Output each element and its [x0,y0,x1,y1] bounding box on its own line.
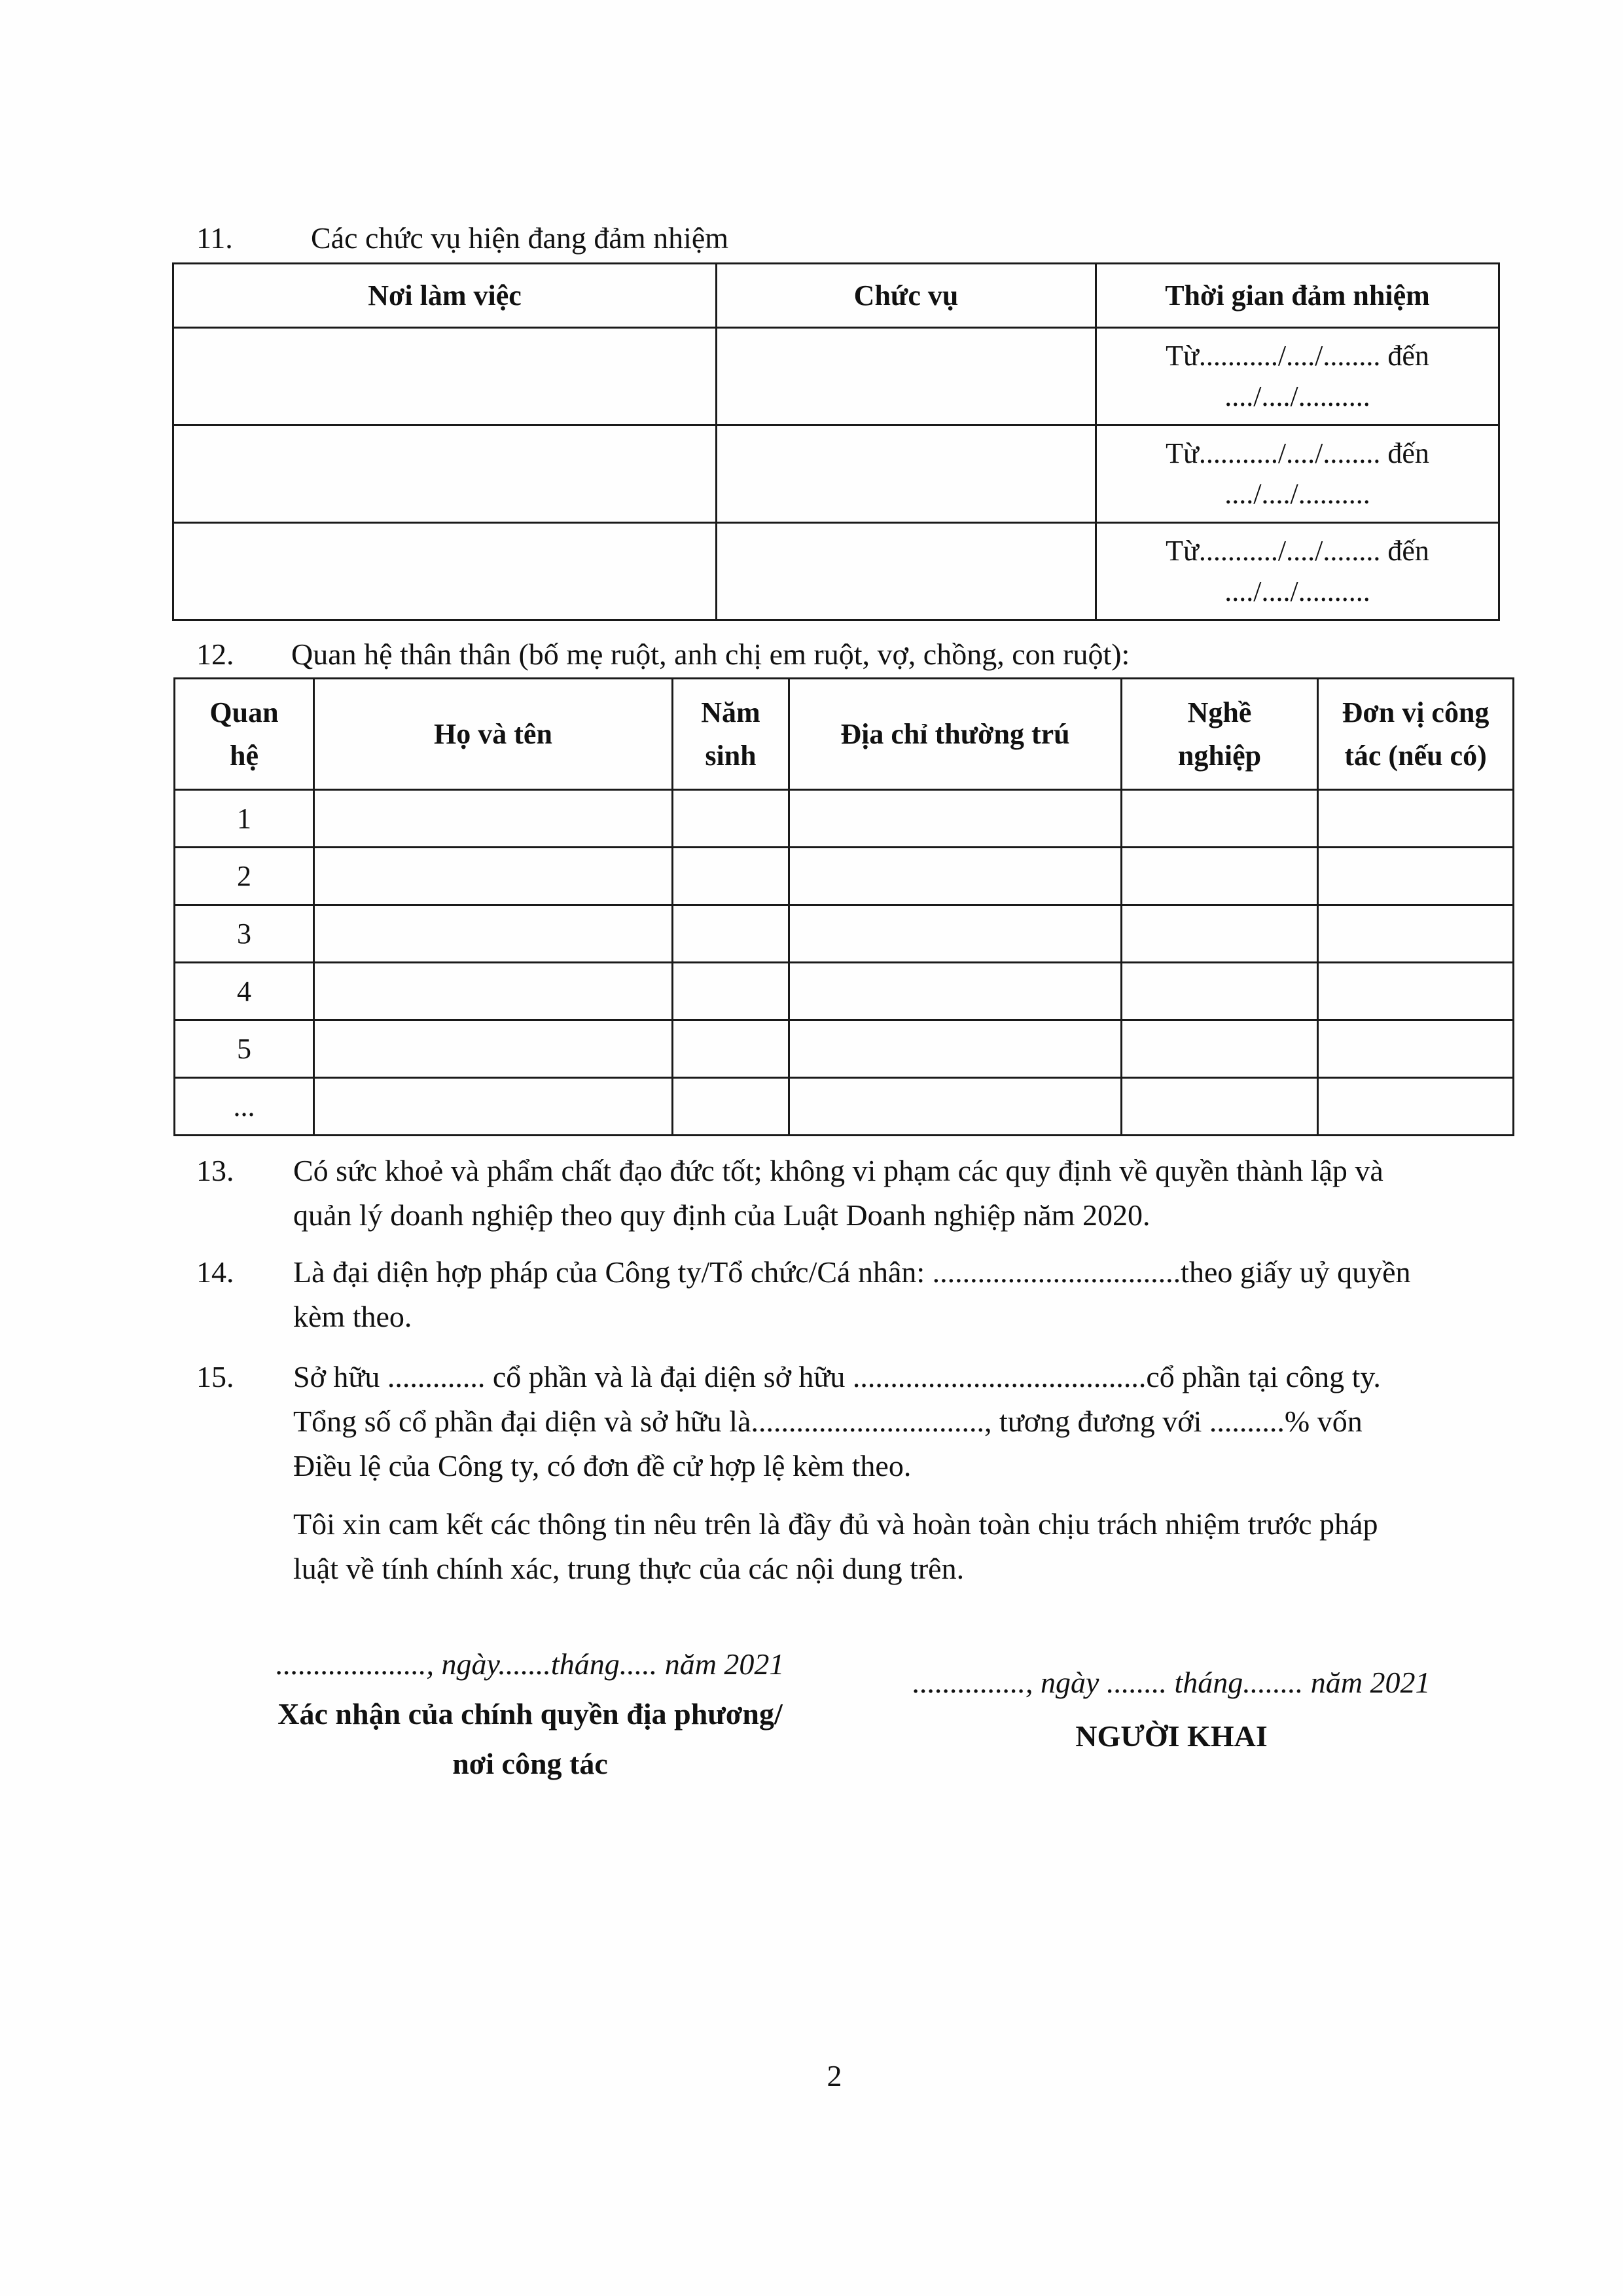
col-header-full-name: Họ và tên [314,679,673,790]
table-row [175,790,1514,848]
unit-cell[interactable] [1318,905,1514,963]
col-header-address: Địa chỉ thường trú [789,679,1122,790]
col-header-term: Thời gian đảm nhiệm [1096,264,1499,328]
address-cell[interactable] [789,1020,1122,1078]
row-index: 3 [175,905,314,963]
year-cell[interactable] [673,963,789,1020]
confirmation-title: Xác nhận của chính quyền địa phương/ [277,1697,783,1731]
table-row [175,963,1514,1020]
address-cell[interactable] [789,1078,1122,1136]
table-row [173,425,1499,523]
signature-block-left [196,1640,864,1789]
table-row [173,523,1499,620]
table-row [175,1078,1514,1136]
unit-cell[interactable] [1318,848,1514,905]
year-cell[interactable] [673,848,789,905]
job-cell[interactable] [1122,963,1318,1020]
section-11-heading [196,219,728,258]
table-row [175,848,1514,905]
section-15-text: Sở hữu ............. cổ phần và là đại diện sở hữu .......................................cổ phần tại công ty. Tổng số cổ phần đại diện và sở hữu là..............................., tương đương với ..........% vốn Điều lệ của Công ty, có đơn đề cử hợp lệ kèm theo. [293,1360,1381,1482]
year-cell[interactable] [673,1020,789,1078]
row-index: 5 [175,1020,314,1078]
position-cell[interactable] [717,425,1096,523]
section-12-heading [196,635,1130,674]
year-cell[interactable] [673,1078,789,1136]
col-header-position: Chức vụ [717,264,1096,328]
confirmation-subtitle: nơi công tác [452,1747,608,1780]
address-cell[interactable] [789,963,1122,1020]
section-14-text: Là đại diện hợp pháp của Công ty/Tổ chức/Cá nhân: .................................theo giấy uỷ quyền kèm theo. [293,1255,1411,1333]
section-title: Các chức vụ hiện đang đảm nhiệm [311,221,729,255]
year-cell[interactable] [673,905,789,963]
col-header-occupation: Nghề nghiệp [1122,679,1318,790]
address-cell[interactable] [789,905,1122,963]
name-cell[interactable] [314,790,673,848]
relatives-table [173,677,1514,1136]
col-header-workplace: Đơn vị công tác (nếu có) [1318,679,1514,790]
unit-cell[interactable] [1318,963,1514,1020]
col-header-relation: Quan hệ [175,679,314,790]
job-cell[interactable] [1122,1020,1318,1078]
name-cell[interactable] [314,848,673,905]
signature-block-right [864,1656,1479,1763]
name-cell[interactable] [314,905,673,963]
date-line: ...................., ngày.......tháng..... năm 2021 [276,1647,785,1681]
row-index: 2 [175,848,314,905]
name-cell[interactable] [314,1020,673,1078]
page-number: 2 [827,2059,842,2092]
col-header-birth-year: Năm sinh [673,679,789,790]
col-header-workplace: Nơi làm việc [173,264,717,328]
job-cell[interactable] [1122,905,1318,963]
section-13-text: Có sức khoẻ và phẩm chất đạo đức tốt; không vi phạm các quy định về quyền thành lập và quản lý doanh nghiệp theo quy định của Luật Doanh nghiệp năm 2020. [293,1154,1383,1232]
unit-cell[interactable] [1318,1020,1514,1078]
position-cell[interactable] [717,523,1096,620]
term-cell[interactable]: Từ.........../..../........ đến ..../..../.......... [1096,328,1499,425]
job-cell[interactable] [1122,790,1318,848]
commitment-text: Tôi xin cam kết các thông tin nêu trên là đầy đủ và hoàn toàn chịu trách nhiệm trước pháp luật về tính chính xác, trung thực của các nội dung trên. [293,1507,1378,1585]
term-cell[interactable]: Từ.........../..../........ đến ..../..../.......... [1096,523,1499,620]
workplace-cell[interactable] [173,425,717,523]
positions-table [172,262,1500,621]
section-number: 11. [196,221,233,255]
row-index: 4 [175,963,314,1020]
year-cell[interactable] [673,790,789,848]
unit-cell[interactable] [1318,1078,1514,1136]
section-number: 15. [196,1360,234,1393]
job-cell[interactable] [1122,848,1318,905]
position-cell[interactable] [717,328,1096,425]
row-index: 1 [175,790,314,848]
date-line: ..............., ngày ........ tháng........ năm 2021 [912,1666,1431,1699]
declarant-title: NGƯỜI KHAI [1075,1719,1268,1753]
unit-cell[interactable] [1318,790,1514,848]
section-title: Quan hệ thân thân (bố mẹ ruột, anh chị em ruột, vợ, chồng, con ruột): [291,637,1130,671]
workplace-cell[interactable] [173,523,717,620]
section-number: 14. [196,1255,234,1289]
section-number: 13. [196,1154,234,1187]
address-cell[interactable] [789,848,1122,905]
job-cell[interactable] [1122,1078,1318,1136]
name-cell[interactable] [314,1078,673,1136]
name-cell[interactable] [314,963,673,1020]
table-row [175,905,1514,963]
table-row [175,1020,1514,1078]
section-number: 12. [196,637,234,671]
term-cell[interactable]: Từ.........../..../........ đến ..../..../.......... [1096,425,1499,523]
table-row [173,328,1499,425]
row-index: ... [175,1078,314,1136]
workplace-cell[interactable] [173,328,717,425]
address-cell[interactable] [789,790,1122,848]
